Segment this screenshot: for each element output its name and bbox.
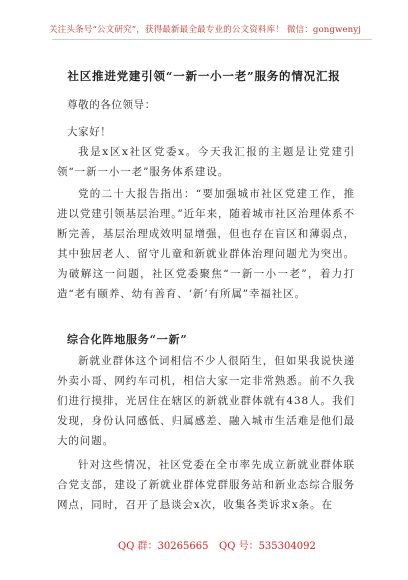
section-paragraph: 针对这些情况，社区党委在全市率先成立新就业群体联合党支部，建设了新就业群体党群服务站和新业态综合服务网点，同时，召开了恳谈会x次，收集各类诉求x条。在	[57, 459, 355, 511]
header-divider	[52, 39, 372, 40]
background-paragraph: 党的二十大报告指出：“要加强城市社区党建工作，推进以党建引领基层治理。”近年来，随着城市社区治理体系不断完善，基层治理成效明显增强，但也存在盲区和薄弱点，其中独居老人、留守儿童和新就业群体治理问题尤为突出。为破解这一问题，社区党委聚焦“一新一小一老”，着力打造“老有颐养、幼有善育、‘新’有所属”幸福社区。	[57, 188, 355, 300]
greeting: 大家好！	[67, 126, 112, 138]
footer-qq-number: QQ 号：535304092	[219, 541, 316, 552]
header-promo-text: 关注头条号“公文研究”，获得最新最全最专业的公文资料库！ 微信：gongwenyj	[48, 25, 362, 35]
intro-paragraph: 我是x区x社区党委x。今天我汇报的主题是让党建引领“一新一小一老”服务体系建设。	[57, 146, 355, 178]
section-heading: 综合化阵地服务“一新”	[67, 333, 188, 346]
section-paragraph: 新就业群体这个词相信不少人很陌生，但如果我说快递外卖小哥、网约车司机，相信大家一定非常熟悉。前不久我们进行摸排，光居住在辖区的新就业群体就有438人。我们发现，身份认同感低、归属感差、融入城市生活难是他们最大的问题。	[57, 355, 355, 447]
salutation: 尊敬的各位领导：	[67, 99, 156, 111]
document-title: 社区推进党建引领“一新一小一老”服务的情况汇报	[67, 69, 341, 83]
footer-qq-group: QQ 群：30265665	[118, 541, 209, 552]
